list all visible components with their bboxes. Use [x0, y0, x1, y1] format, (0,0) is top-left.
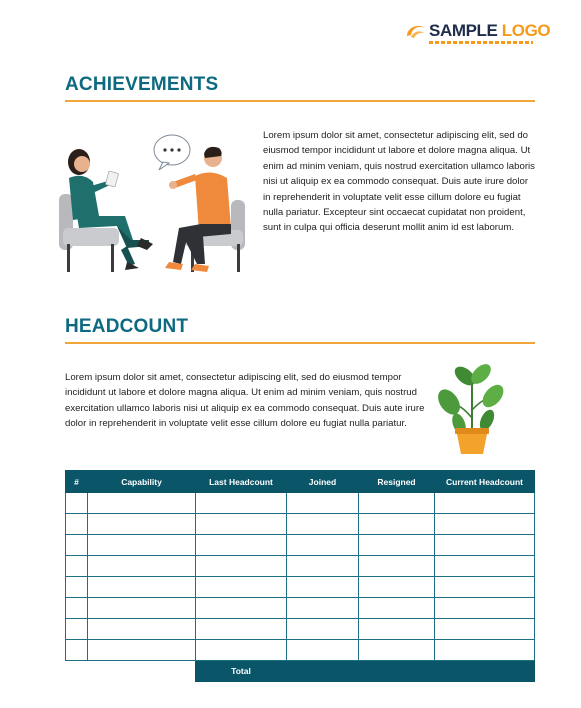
swoosh-logo-icon	[405, 22, 427, 42]
logo-word-sample: SAMPLE	[429, 21, 498, 40]
current-headcount-cell[interactable]	[435, 514, 535, 535]
joined-cell[interactable]	[287, 619, 359, 640]
number-cell[interactable]	[66, 514, 88, 535]
table-row	[66, 493, 535, 514]
man-figure	[165, 147, 231, 272]
total-joined-cell[interactable]	[287, 661, 359, 682]
joined-cell[interactable]	[287, 640, 359, 661]
last-headcount-cell[interactable]	[196, 514, 287, 535]
headcount-table	[65, 470, 535, 682]
current-headcount-cell[interactable]	[435, 598, 535, 619]
total-resigned-cell[interactable]	[359, 661, 435, 682]
capability-cell[interactable]	[88, 556, 196, 577]
joined-cell[interactable]	[287, 556, 359, 577]
table-row	[66, 535, 535, 556]
col-current-headcount-header: Current Headcount	[435, 471, 535, 493]
number-cell[interactable]	[66, 598, 88, 619]
number-cell[interactable]	[66, 535, 88, 556]
joined-cell[interactable]	[287, 598, 359, 619]
last-headcount-cell[interactable]	[196, 619, 287, 640]
capability-cell[interactable]	[88, 577, 196, 598]
last-headcount-cell[interactable]	[196, 556, 287, 577]
resigned-cell[interactable]	[359, 598, 435, 619]
total-current-cell[interactable]	[435, 661, 535, 682]
table-row	[66, 640, 535, 661]
headcount-paragraph: Lorem ipsum dolor sit amet, consectetur adipiscing elit, sed do eiusmod tempor incididunt ut labore et dolore magna aliqua. Ut enim ad minim veniam, quis nostrud exercitation ullamco laboris nisi ut aliquip ex ea commodo consequat. Duis aute irure dolor in reprehenderit in voluptate velit esse cillum dolore eu fugiat nulla pariatur.	[65, 372, 425, 430]
total-spacer	[66, 661, 88, 682]
woman-figure	[68, 149, 153, 270]
capability-cell[interactable]	[88, 535, 196, 556]
speech-bubble-icon	[154, 135, 190, 170]
col-resigned-header: Resigned	[359, 471, 435, 493]
resigned-cell[interactable]	[359, 640, 435, 661]
achievements-paragraph: Lorem ipsum dolor sit amet, consectetur adipiscing elit, sed do eiusmod tempor incididunt ut labore et dolore magna aliqua. Ut enim ad minim veniam, quis nostrud exercitation ullamco laboris nisi ut aliquip ex ea commodo consequat. Duis aute irure dolor in reprehenderit in voluptate velit esse cillum dolore eu fugiat nulla pariatur. Excepteur sint occaecat cupidatat non proident, sunt in culpa qui officia deserunt mollit anim id est laborum.	[263, 130, 535, 234]
logo-word-logo: LOGO	[501, 21, 551, 40]
table-row	[66, 556, 535, 577]
table-row	[66, 577, 535, 598]
capability-cell[interactable]	[88, 514, 196, 535]
number-cell[interactable]	[66, 556, 88, 577]
joined-cell[interactable]	[287, 535, 359, 556]
capability-cell[interactable]	[88, 598, 196, 619]
resigned-cell[interactable]	[359, 493, 435, 514]
capability-cell[interactable]	[88, 640, 196, 661]
resigned-cell[interactable]	[359, 514, 435, 535]
joined-cell[interactable]	[287, 577, 359, 598]
logo-tagline	[429, 41, 533, 44]
resigned-cell[interactable]	[359, 619, 435, 640]
interview-illustration	[55, 128, 255, 280]
resigned-cell[interactable]	[359, 535, 435, 556]
last-headcount-cell[interactable]	[196, 640, 287, 661]
total-row	[66, 661, 535, 682]
col-last-headcount-header: Last Headcount	[196, 471, 287, 493]
joined-cell[interactable]	[287, 514, 359, 535]
potted-plant-illustration	[435, 362, 510, 458]
last-headcount-cell[interactable]	[196, 598, 287, 619]
number-cell[interactable]	[66, 577, 88, 598]
last-headcount-cell[interactable]	[196, 577, 287, 598]
number-cell[interactable]	[66, 619, 88, 640]
total-label: Total	[196, 661, 287, 682]
col-capability-header: Capability	[88, 471, 196, 493]
resigned-cell[interactable]	[359, 556, 435, 577]
resigned-cell[interactable]	[359, 577, 435, 598]
capability-cell[interactable]	[88, 619, 196, 640]
capability-cell[interactable]	[88, 493, 196, 514]
current-headcount-cell[interactable]	[435, 556, 535, 577]
achievements-heading: ACHIEVEMENTS	[65, 74, 219, 95]
sample-logo	[405, 20, 551, 50]
headcount-heading: HEADCOUNT	[65, 316, 189, 337]
number-cell[interactable]	[66, 640, 88, 661]
current-headcount-cell[interactable]	[435, 640, 535, 661]
number-cell[interactable]	[66, 493, 88, 514]
table-row	[66, 514, 535, 535]
current-headcount-cell[interactable]	[435, 577, 535, 598]
headcount-divider	[65, 342, 535, 344]
total-spacer	[88, 661, 196, 682]
joined-cell[interactable]	[287, 493, 359, 514]
col-number-header: #	[66, 471, 88, 493]
last-headcount-cell[interactable]	[196, 535, 287, 556]
current-headcount-cell[interactable]	[435, 619, 535, 640]
logo-wordmark	[429, 21, 550, 41]
table-row	[66, 619, 535, 640]
table-header-row	[66, 471, 535, 493]
table-row	[66, 598, 535, 619]
col-joined-header: Joined	[287, 471, 359, 493]
current-headcount-cell[interactable]	[435, 493, 535, 514]
last-headcount-cell[interactable]	[196, 493, 287, 514]
achievements-divider	[65, 100, 535, 102]
current-headcount-cell[interactable]	[435, 535, 535, 556]
